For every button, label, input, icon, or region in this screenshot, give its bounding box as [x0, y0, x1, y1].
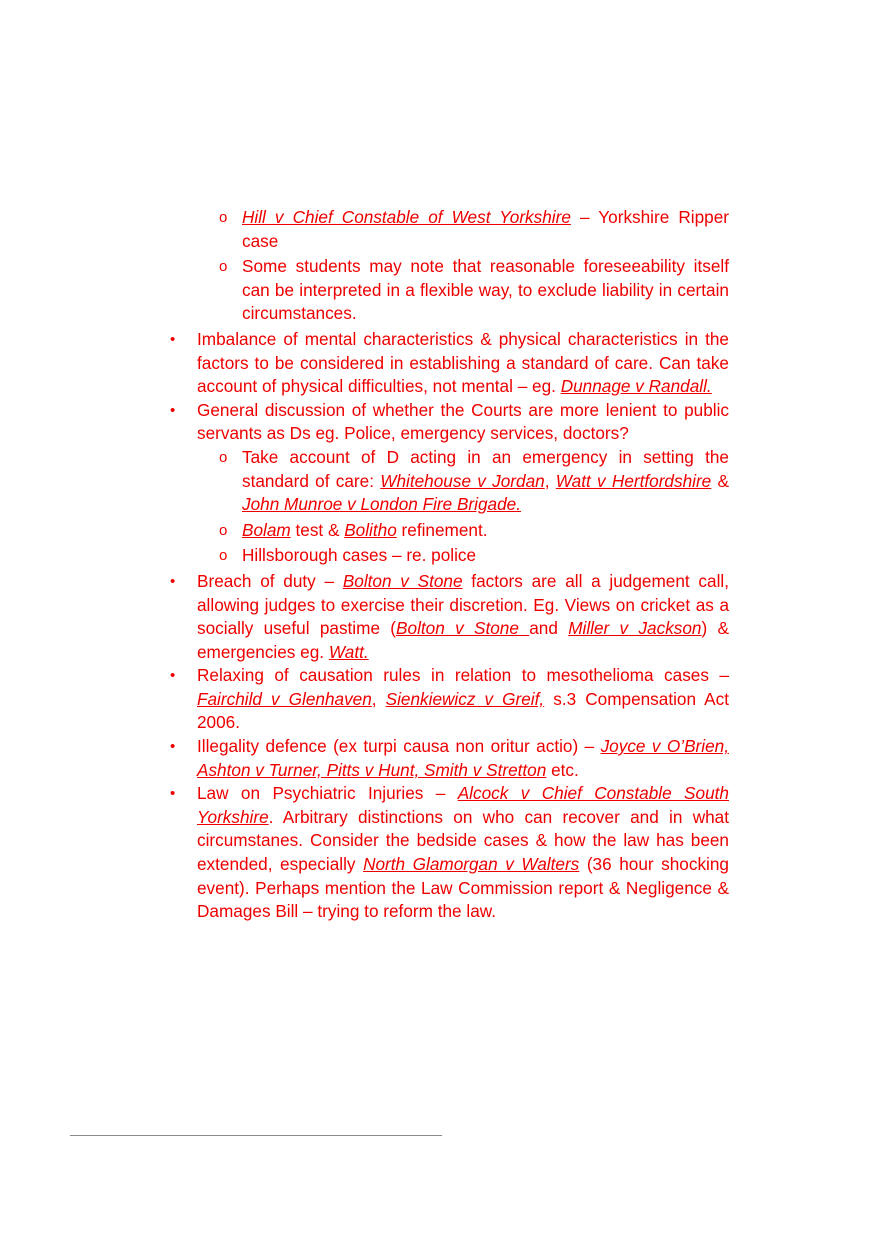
sub-item-hillsborough	[166, 544, 729, 568]
sub-bullet: o	[219, 547, 228, 565]
footnote-separator	[70, 1135, 442, 1136]
causation-t1: Relaxing of causation rules in relation to mesothelioma cases –	[197, 665, 729, 686]
breach-t2: factors are all a judgement call, allowing judges to exercise their discretion. Eg. Views on cricket as a socially useful pastime (	[197, 570, 729, 639]
sub-bullet: o	[219, 448, 228, 466]
psychiatric-t3: (36 hour shocking event). Perhaps mention the Law Commission report & Negligence & Damages Bill – trying to reform the law.	[197, 854, 729, 922]
bullet-item-causation	[166, 664, 729, 735]
case-miller-jackson: Miller v Jackson	[568, 618, 702, 639]
causation-sep: ,	[371, 688, 386, 709]
case-hill: Hill v Chief Constable of West Yorkshire	[242, 207, 571, 227]
sub-item-hill	[166, 206, 729, 253]
list-bullet: •	[170, 667, 176, 685]
causation-t2: s.3 Compensation Act 2006.	[197, 688, 729, 733]
case-illegality-list: Joyce v O’Brien, Ashton v Turner, Pitts v Hunt, Smith v Stretton	[197, 736, 729, 780]
sub-item-emergency	[166, 446, 729, 517]
case-dunnage: Dunnage v Randall.	[560, 376, 712, 397]
breach-t4: ) & emergencies eg.	[197, 618, 729, 662]
hillsborough-text: Hillsborough cases – re. police	[242, 545, 477, 566]
bullet-item-imbalance	[166, 328, 729, 399]
bullet-item-illegality	[166, 735, 729, 782]
list-bullet: •	[170, 738, 176, 756]
case-sienkiewicz: Sienkiewicz v Greif,	[385, 688, 545, 709]
foreseeability-text: Some students may note that reasonable foreseeability itself can be interpreted in a flexible way, to exclude liability in certain circumstances.	[242, 256, 729, 324]
psychiatric-t1: Law on Psychiatric Injuries –	[197, 783, 458, 804]
illegality-t2: etc.	[546, 759, 579, 780]
case-north-glamorgan: North Glamorgan v Walters	[363, 854, 580, 875]
case-fairchild: Fairchild v Glenhaven	[197, 688, 372, 709]
case-whitehouse: Whitehouse v Jordan	[380, 470, 545, 491]
imbalance-text: Imbalance of mental characteristics & physical characteristics in the factors to be considered in establishing a standard of care. Can take account of physical difficulties, not mental – eg.	[197, 328, 729, 397]
bullet-item-psychiatric	[166, 782, 729, 924]
emergency-text: Take account of D acting in an emergency in setting the standard of care:	[242, 446, 729, 491]
breach-t1: Breach of duty –	[197, 570, 343, 591]
psychiatric-t2: . Arbitrary distinctions on who can recover and in what circumstanes. Consider the bedside cases & how the law has been extended, especially	[197, 806, 729, 875]
list-bullet: •	[170, 572, 176, 590]
sub-bullet: o	[219, 258, 228, 276]
sub-bullet: o	[219, 521, 228, 539]
general-text: General discussion of whether the Courts are more lenient to public servants as Ds eg. Police, emergency services, doctors?	[197, 399, 729, 444]
bolam-rest: refinement.	[396, 519, 488, 540]
sub-item-foreseeability	[166, 255, 729, 326]
case-bolton-stone-2: Bolton v Stone	[396, 618, 530, 639]
case-alcock: Alcock v Chief Constable South Yorkshire	[197, 783, 729, 827]
emergency-sep2: &	[711, 470, 729, 491]
bullet-item-general	[166, 399, 729, 446]
case-watt-hertfordshire: Watt v Hertfordshire	[555, 470, 712, 491]
case-john-munroe: John Munroe v London Fire Brigade.	[242, 494, 521, 515]
list-bullet: •	[170, 785, 176, 803]
emergency-sep1: ,	[544, 470, 556, 491]
document-content	[166, 206, 729, 924]
case-bolitho: Bolitho	[344, 519, 397, 540]
illegality-t1: Illegality defence (ex turpi causa non oritur actio) –	[197, 736, 601, 757]
list-bullet: •	[170, 401, 176, 419]
list-bullet: •	[170, 330, 176, 348]
sub-bullet: o	[219, 209, 228, 226]
case-bolton-stone: Bolton v Stone	[342, 570, 463, 591]
hill-text: – Yorkshire Ripper case	[242, 207, 729, 251]
breach-t3: and	[529, 618, 569, 639]
sub-item-bolam	[166, 519, 729, 543]
case-watt: Watt.	[328, 641, 369, 662]
case-bolam: Bolam	[242, 519, 291, 540]
bolam-mid: test &	[290, 519, 345, 540]
bullet-item-breach	[166, 570, 729, 664]
